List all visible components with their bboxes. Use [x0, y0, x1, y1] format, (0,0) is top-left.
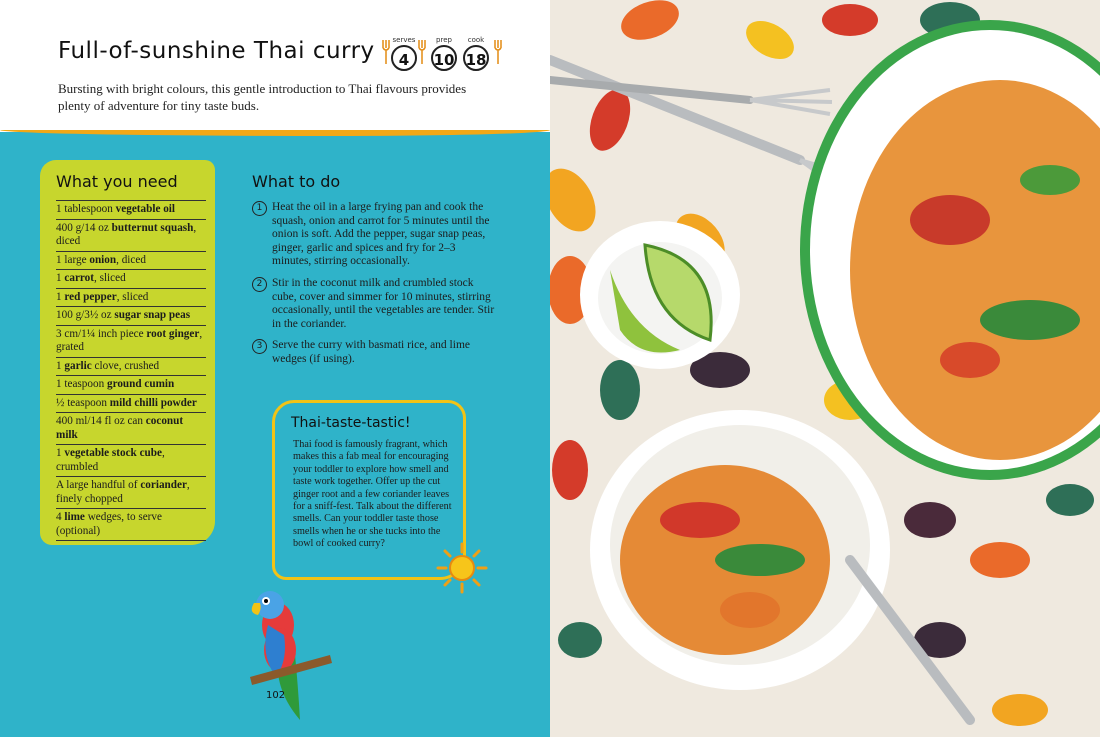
- fork-icon: [418, 40, 426, 64]
- header-band: [0, 0, 550, 132]
- ingredient-item: 100 g/3½ oz sugar snap peas: [56, 307, 206, 326]
- ingredient-item: 3 cm/1¼ inch piece root ginger, grated: [56, 326, 206, 358]
- method-heading: What to do: [252, 172, 341, 191]
- fork-icon: [494, 40, 502, 64]
- stat-label: prep: [436, 36, 452, 44]
- step-text: Heat the oil in a large frying pan and cook the squash, onion and carrot for 5 minutes until the onion is soft. Add the pepper, sugar snap peas, ginger, garlic and spices and fry for 2–3 minutes, stirring occasionally.: [272, 201, 490, 268]
- ingredients-heading: What you need: [56, 172, 178, 191]
- parrot-icon: [240, 585, 340, 725]
- method-step: [252, 277, 497, 331]
- ingredient-item: 400 ml/14 fl oz can coconut milk: [56, 413, 206, 445]
- stat-value: 10: [431, 45, 457, 71]
- ingredient-item: 1 tablespoon vegetable oil: [56, 201, 206, 220]
- ingredient-item: 1 carrot, sliced: [56, 270, 206, 289]
- step-text: Serve the curry with basmati rice, and lime wedges (if using).: [272, 339, 470, 365]
- stat-cook: [462, 36, 490, 71]
- method-step: [252, 339, 497, 366]
- ingredient-item: ½ teaspoon mild chilli powder: [56, 395, 206, 414]
- recipe-intro: Bursting with bright colours, this gentle introduction to Thai flavours provides plenty of adventure for tiny taste buds.: [58, 81, 467, 113]
- recipe-stats: [384, 30, 514, 70]
- stat-serves: [390, 36, 418, 71]
- stat-label: cook: [467, 36, 485, 44]
- ingredient-item: 400 g/14 oz butternut squash, diced: [56, 220, 206, 252]
- method-step: [252, 201, 497, 269]
- ingredient-item: A large handful of coriander, finely chopped: [56, 477, 206, 509]
- step-number: 1: [252, 201, 267, 216]
- method-steps: [252, 201, 497, 367]
- step-number: 2: [252, 277, 267, 292]
- ingredient-item: 1 large onion, diced: [56, 252, 206, 271]
- recipe-title: Full-of-sunshine Thai curry: [58, 38, 375, 64]
- lime-bowl: [580, 221, 740, 369]
- food-photo: [550, 0, 1100, 737]
- step-number: 3: [252, 339, 267, 354]
- page-number: 102: [266, 690, 286, 701]
- ingredient-item: 1 vegetable stock cube, crumbled: [56, 445, 206, 477]
- method-section: [252, 172, 497, 375]
- ingredient-item: 1 red pepper, sliced: [56, 289, 206, 308]
- ingredients-panel: [40, 160, 215, 545]
- ingredient-item: 1 garlic clove, crushed: [56, 358, 206, 377]
- ingredient-item: 4 lime wedges, to serve (optional): [56, 509, 206, 541]
- curry-photo: [550, 0, 1100, 737]
- step-text: Stir in the coconut milk and crumbled stock cube, cover and simmer for 10 minutes, stirring occasionally, until the vegetables are tender. Stir in the coriander.: [272, 276, 495, 330]
- ingredient-item: 1 teaspoon ground cumin: [56, 376, 206, 395]
- fork-icon: [382, 40, 390, 64]
- sun-icon: [434, 540, 490, 596]
- stat-value: 18: [463, 45, 489, 71]
- stat-label: serves: [392, 36, 416, 44]
- tip-text: Thai food is famously fragrant, which makes this a fab meal for encouraging your toddler to explore how smell and taste work together. Offer up the cut ginger root and a few coriander leaves for a sniff-fest. Talk about the different smells. Can your toddler taste those smells when he or she tucks into the bowl of cooked curry?: [293, 439, 452, 550]
- ingredients-list: [56, 200, 206, 541]
- tip-heading: Thai-taste-tastic!: [291, 415, 411, 431]
- stat-value: 4: [391, 45, 417, 71]
- stat-prep: [430, 36, 458, 71]
